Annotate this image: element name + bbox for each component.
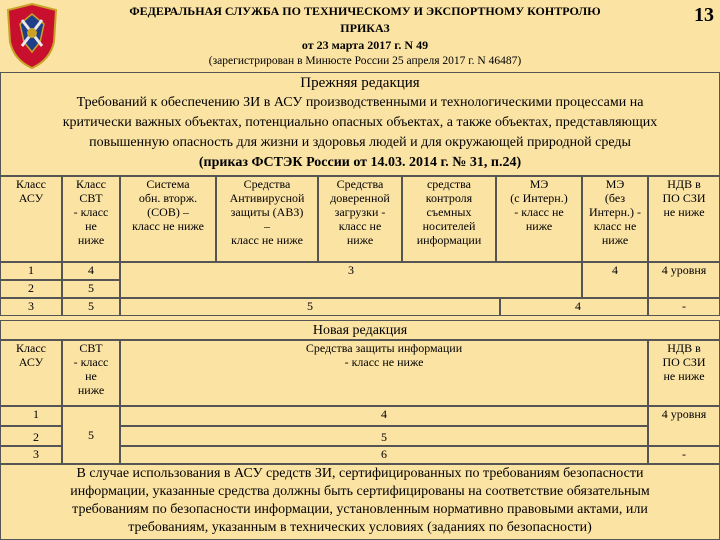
old-row3-svt: 5 (62, 298, 120, 316)
new-row2-szi: 5 (120, 426, 648, 446)
old-row3-class: 3 (0, 298, 62, 316)
old-col-asu-header: Класс АСУ (0, 176, 62, 262)
new-rows12-ndv: 4 уровня (648, 406, 720, 446)
agency-name: ФЕДЕРАЛЬНАЯ СЛУЖБА ПО ТЕХНИЧЕСКОМУ И ЭКСПОРТНОМУ КОНТРОЛЮ (129, 4, 601, 18)
old-col-trusted-boot-header: Средства доверенной загрузки - класс не ниже (318, 176, 402, 262)
new-row2-class: 2 (0, 426, 62, 446)
order-date: от 23 марта 2017 г. N 49 (301, 38, 429, 52)
old-row1-class: 1 (0, 262, 62, 280)
old-col-svt-header: Класс СВТ - класс не ниже (62, 176, 120, 262)
old-rows12-firewall: 4 (582, 262, 648, 298)
old-col-sov-header: Система обн. вторж. (СОВ) – класс не ниже (120, 176, 216, 262)
old-desc-line3: повышенную опасность для жизни и здоровья людей и для окружающей природной среды (89, 135, 631, 150)
old-col-ndv-header: НДВ в ПО СЗИ не ниже (648, 176, 720, 262)
order-registration: (зарегистрирован в Минюсте России 25 апреля 2017 г. N 46487) (208, 55, 522, 67)
old-edition-title: Прежняя редакция (300, 75, 420, 91)
new-rows-svt: 5 (62, 406, 120, 464)
new-col-ndv-header: НДВ в ПО СЗИ не ниже (648, 340, 720, 406)
note-line2: информации, указанные средства должны быть сертифицированы на соответствие обязательным (70, 484, 650, 499)
old-rows12-means: 3 (120, 262, 582, 298)
new-row3-class: 3 (0, 446, 62, 464)
new-row3-ndv: - (648, 446, 720, 464)
new-row3-szi: 6 (120, 446, 648, 464)
fstec-emblem-icon (4, 2, 60, 70)
old-desc-line1: Требований к обеспечению ЗИ в АСУ производственными и технологическими процессами на (76, 95, 644, 110)
new-row1-class: 1 (0, 406, 62, 426)
certification-note (0, 464, 720, 540)
old-col-avz-header: Средства Антивирусной защиты (АВЗ) – класс не ниже (216, 176, 318, 262)
new-col-szi-header: Средства защиты информации - класс не ниже (120, 340, 648, 406)
old-desc-line4: (приказ ФСТЭК России от 14.03. 2014 г. № 31, п.24) (198, 155, 522, 170)
old-row2-svt: 5 (62, 280, 120, 298)
new-edition-title: Новая редакция (0, 320, 720, 340)
old-row3-firewall: 4 (500, 298, 648, 316)
old-row2-class: 2 (0, 280, 62, 298)
old-row3-ndv: - (648, 298, 720, 316)
old-row3-means: 5 (120, 298, 500, 316)
order-title: ПРИКАЗ (340, 21, 390, 35)
note-line1: В случае использования в АСУ средств ЗИ, сертифицированных по требованиям безопасности (76, 466, 644, 481)
old-col-firewall-internet-header: МЭ (с Интерн.) - класс не ниже (496, 176, 582, 262)
old-rows12-ndv: 4 уровня (648, 262, 720, 298)
note-line3: требованиям по безопасности информации, установленным нормативно правовыми актами, или (72, 502, 648, 517)
old-edition-banner (0, 72, 720, 176)
page-number: 13 (694, 4, 714, 26)
document-header (0, 0, 720, 72)
new-row1-szi: 4 (120, 406, 648, 426)
old-row1-svt: 4 (62, 262, 120, 280)
old-col-removable-media-header: средства контроля съемных носителей информации (402, 176, 496, 262)
old-desc-line2: критически важных объектах, потенциально опасных объектах, а также объектах, представляющих (62, 115, 658, 130)
new-col-svt-header: СВТ - класс не ниже (62, 340, 120, 406)
new-col-asu-header: Класс АСУ (0, 340, 62, 406)
note-line4: требованиям, указанным в технических условиях (заданиях по безопасности) (128, 520, 592, 535)
old-col-firewall-nointernet-header: МЭ (без Интерн.) - класс не ниже (582, 176, 648, 262)
